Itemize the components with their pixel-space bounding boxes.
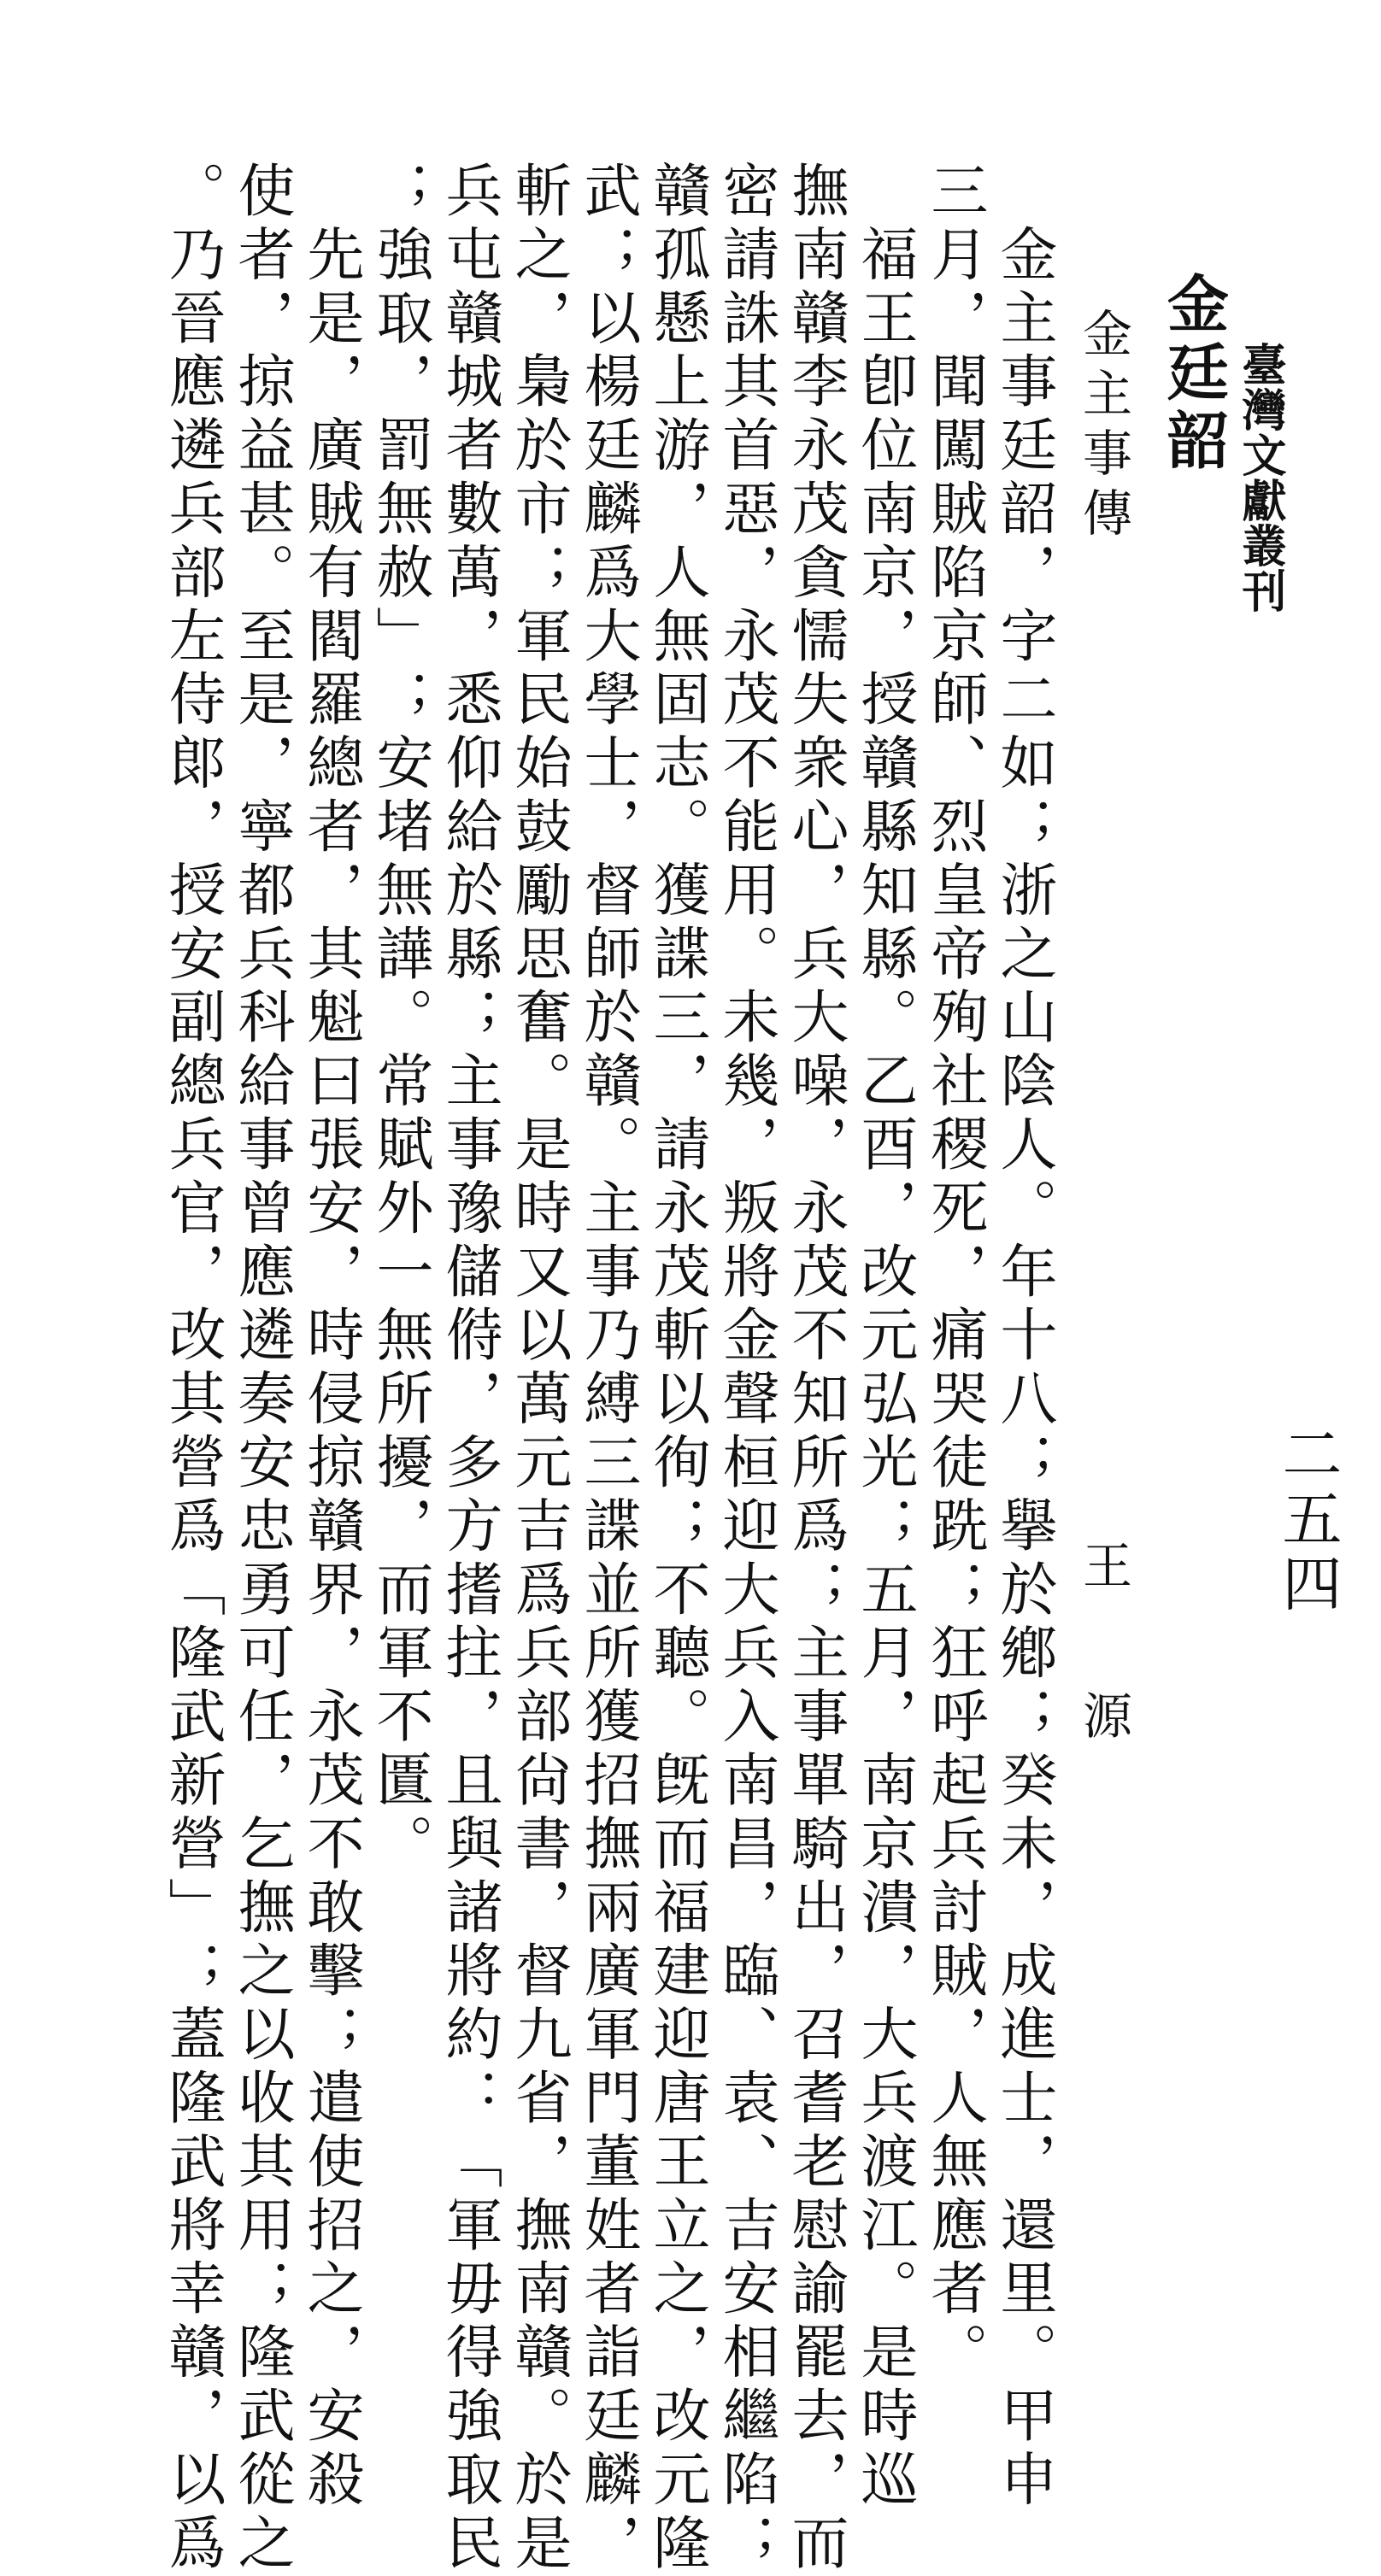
body-column: 密請誅其首惡，永茂不能用。未幾，叛將金聲桓迎大兵入南昌，臨、袁、吉安相繼陷； bbox=[714, 161, 780, 2576]
body-column: 先是，廣賊有閻羅總者，其魁曰張安，時侵掠贛界，永茂不敢擊；遣使招之，安殺 bbox=[298, 161, 365, 2513]
body-column: 贛孤懸上游，人無固志。獲諜三，請永茂斬以徇；不聽。旣而福建迎唐王立之，改元隆 bbox=[644, 161, 711, 2576]
body-column: ；強取，罰無赦」；安堵無譁。常賦外一無所擾，而軍不匱。 bbox=[367, 161, 434, 1877]
body-column: 。乃晉應遴兵部左侍郞，授安副總兵官，改其營爲「隆武新營」；蓋隆武將幸贛，以爲 bbox=[160, 161, 226, 2576]
running-header: 臺灣文獻叢刊 bbox=[1234, 342, 1286, 613]
author-name: 王 源 bbox=[1074, 1540, 1132, 1765]
body-column: 金主事廷韶，字二如；浙之山陰人。年十八；擧於鄕；癸未，成進士，還里。甲申 bbox=[991, 161, 1058, 2513]
article-subtitle: 金主事傳 bbox=[1074, 308, 1132, 547]
body-column: 使者，掠益甚。至是，寧都兵科給事曾應遴奏安忠勇可任，乞撫之以收其用；隆武從之 bbox=[229, 161, 296, 2576]
page-number: 二五四 bbox=[1272, 1423, 1343, 1617]
body-column: 撫南贛李永茂貪懦失衆心，兵大噪，永茂不知所爲；主事單騎出，召耆老慰諭罷去，而 bbox=[783, 161, 849, 2576]
body-column: 福王卽位南京，授贛縣知縣。乙酉，改元弘光；五月，南京潰，大兵渡江。是時巡 bbox=[852, 161, 919, 2513]
body-column: 武；以楊廷麟爲大學士，督師於贛。主事乃縛三諜並所獲招撫兩廣軍門董姓者詣廷麟， bbox=[575, 161, 642, 2576]
article-title: 金廷韶 bbox=[1157, 272, 1230, 477]
body-column: 斬之，梟於市；軍民始鼓勵思奮。是時又以萬元吉爲兵部尙書，督九省，撫南贛。於是 bbox=[506, 161, 573, 2576]
body-column: 三月，聞闖賊陷京師、烈皇帝殉社稷死，痛哭徒跣；狂呼起兵討賊，人無應者。 bbox=[922, 161, 989, 2385]
body-column: 兵屯贛城者數萬，悉仰給於縣；主事豫儲偫，多方搘拄，且與諸將約：「軍毋得強取民 bbox=[437, 161, 503, 2576]
